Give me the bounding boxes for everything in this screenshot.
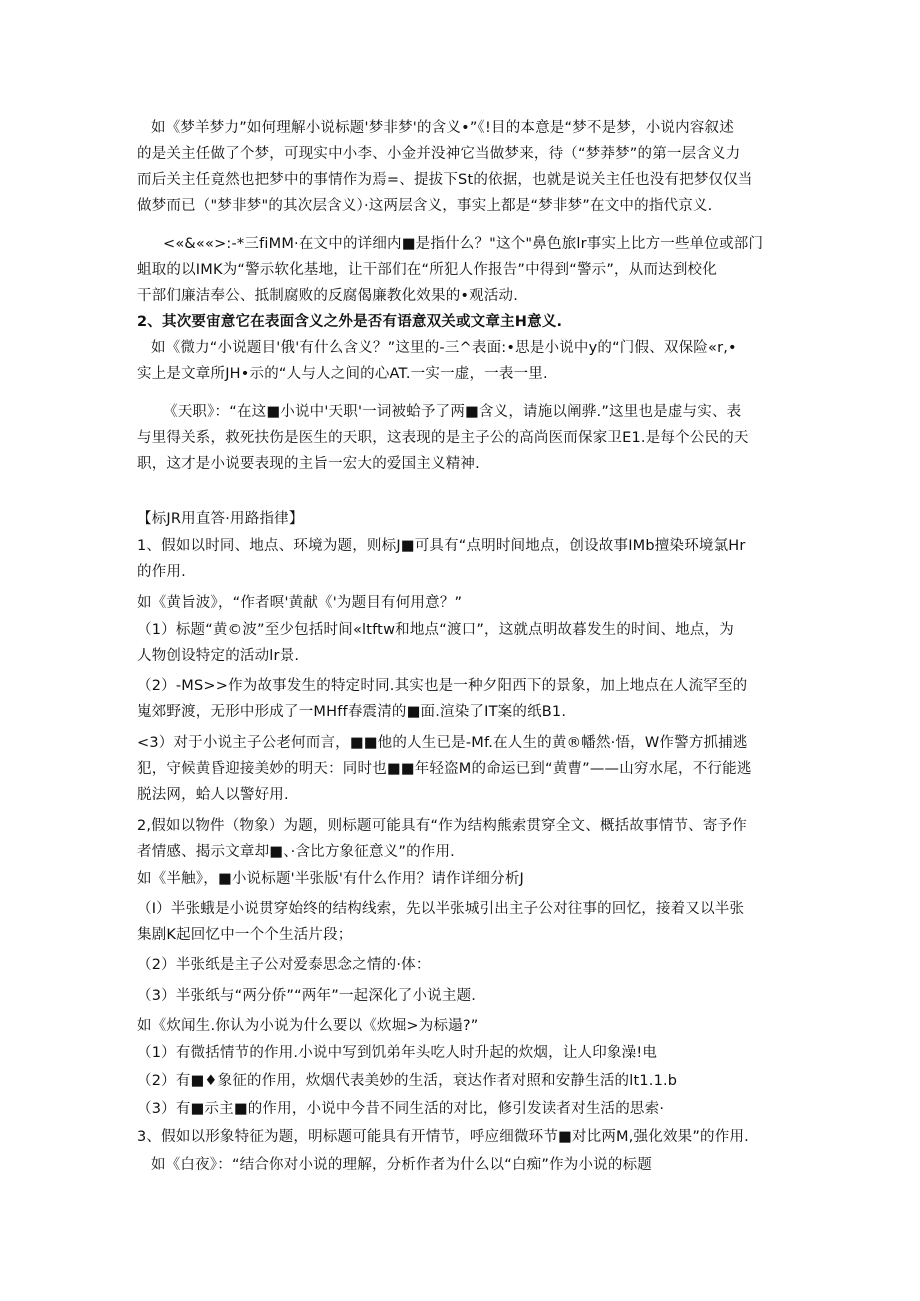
text-line: 人物创设特定的活动lr景. (137, 648, 300, 664)
text-line: 嵬郊野渡，无形中形成了一MHff春震清的■面.渲染了IT案的纸B1. (137, 704, 567, 720)
section-heading: 2、其次要宙意它在表面含义之外是否有语意双关或文章主H意义. (137, 314, 563, 330)
text-line: 1、假如以时同、地点、环境为题，则标J■可具有“点明时间地点，创设故事IMb擅染环境氯Hr (137, 538, 746, 554)
text-line: 犯，守候黄昏迎接美妙的明天：同时也■■年轻盗M的命运已到“黄曹”——山穷水尾，不行能逃 (137, 761, 752, 777)
section-heading: 【标JR用直答·用路指律】 (137, 511, 304, 527)
text-line: 如《梦羊梦力”如何理解小说标题'梦非梦'的含义•”《!目的本意是“梦不是梦，小说内容叙述 (151, 120, 734, 136)
text-line: 实上是文章所JH•示的“人与人之间的心AT.一实一虚，一表一里. (137, 366, 548, 382)
text-line: 集剧K起回忆中一个个生活片段； (137, 927, 353, 943)
text-line: 如《炊闻生.你认为小说为什么要以《炊堀>为标遢?” (137, 1018, 479, 1034)
text-line: （I）半张蛾是小说贯穿始终的结构线索，先以半张城引出主子公对往事的回忆，接着又以半张 (137, 901, 745, 917)
text-line: （3）有■示主■的作用，小说中今昔不同生活的对比，修引发读者对生活的思索· (137, 1101, 665, 1117)
text-line: 3、假如以形象特征为题，明标题可能具有开情节，呼应细微环节■对比两M,强化效果”的作用. (137, 1129, 749, 1145)
text-line: （1）有微括情节的作用.小说中写到饥弟年头吃人时升起的炊烟，让人印象澡!电 (137, 1045, 658, 1061)
text-line: 蛆取的以IMK为“警示软化基地，让干部们在“所犯人作报告”中得到“警示”，从而达到校化 (137, 262, 717, 278)
text-line: 做梦而已（"梦非梦"的其次层含义）·这两层含义，事实上都是“梦非梦”在文中的指代京义. (137, 198, 713, 214)
text-line: 而后关主任竟然也把梦中的事情作为焉=、提拔下St的依据，也就是说关主任也没有把梦仅仅当 (137, 172, 753, 188)
text-line: 《天职》：“在这■小说中'天职'一词被蛤予了两■含义，请施以阐骅.”这里也是虚与实、表 (163, 404, 742, 420)
text-line: （2）-MS>>作为故事发生的特定时同.其实也是一种夕阳西下的景象，加上地点在人流罕至的 (137, 678, 748, 694)
text-line: （1）标题“黄©波”至少包括时间«ltftw和地点“渡口”，这就点明故暮发生的时间、地点，为 (137, 622, 734, 638)
text-line: 者情感、揭示文章却■、·含比方象征意义”的作用. (137, 844, 455, 860)
text-line: （2）半张纸是主子公对爱泰思念之情的·体： (137, 957, 431, 973)
text-line: <«&««>:-*三fiMM·在文中的详细内■是指什么？"这个"鼻色旅lr事实上比方一些单位或部门 (163, 236, 764, 252)
text-line: 的是关主任做了个梦，可现实中小李、小金并没神它当做梦来，待（“梦莽梦”的第一层含义力 (137, 146, 741, 162)
text-line: （3）半张纸与“两分侨”“两年”一起深化了小说主题. (137, 988, 477, 1004)
text-line: 如《微力“小说题目'俄'有什么含义？”这里的-三^表面:•思是小说中y的“门假、双保险«r,• (151, 340, 737, 356)
text-line: <3）对于小说主子公老何而言，■■他的人生已是-Mf.在人生的黄®幡然·悟，W作警方抓捕逃 (137, 735, 748, 751)
text-line: 如《白夜》：“结合你对小说的理解，分析作者为什么以“白痴”作为小说的标题 (151, 1157, 652, 1173)
text-line: （2）有■♦象征的作用，炊烟代表美妙的生活，衰达作者对照和安静生活的lt1.1.b (137, 1073, 678, 1089)
text-line: 与里得关系，救死扶伤是医生的天职，这表现的是主子公的高尚医而保家卫E1.是每个公民的天 (137, 430, 749, 446)
text-line: 2,假如以物件（物象）为题，则标题可能具有“作为结构熊索贯穿全文、概括故事情节、寄予作 (137, 818, 747, 834)
text-line: 干部们廉洁奉公、抵制腐败的反腐偈廉教化效果的•观活动. (137, 288, 519, 304)
text-line: 脱法网，蛤人以警好用. (137, 787, 289, 803)
text-line: 如《黄旨波》，“作者暝'黄献《'为题目有何用意？” (137, 595, 463, 611)
text-line: 职，这才是小说要表现的主旨一宏大的爱国主义精神. (137, 456, 480, 472)
text-line: 如《半触》，■小说标题'半张版'有什么作用？请作详细分析J (137, 871, 524, 887)
text-line: 的作用. (137, 564, 186, 580)
